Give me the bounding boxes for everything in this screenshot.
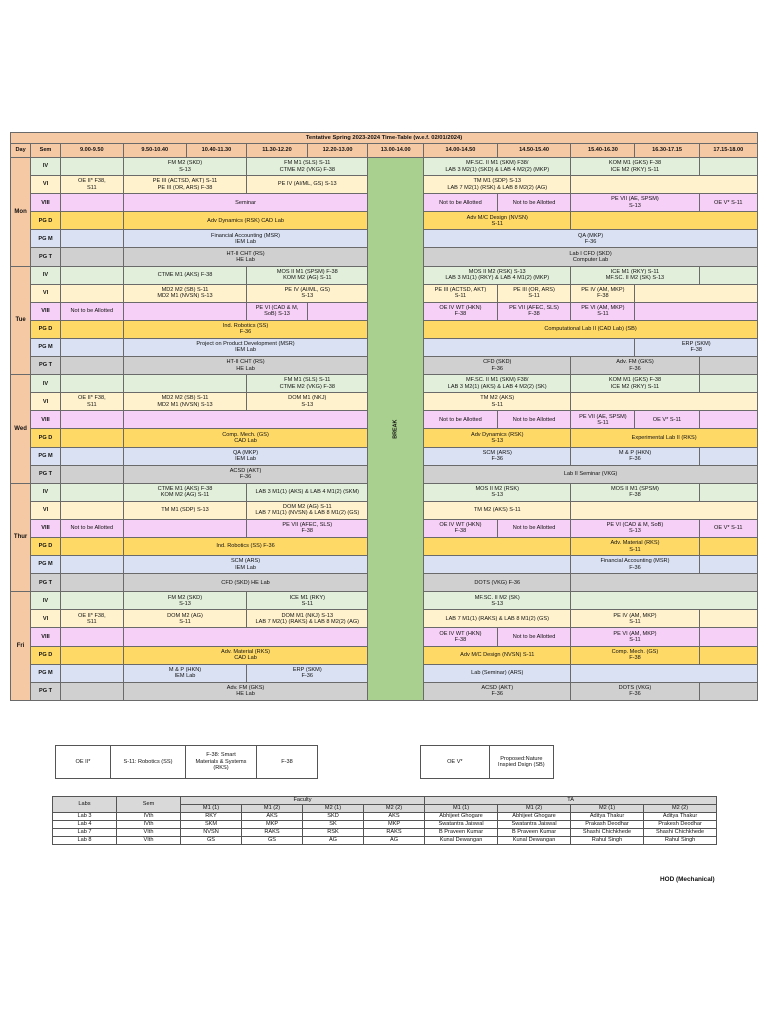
labs-subheader: M2 (2) xyxy=(364,805,425,813)
timetable-cell xyxy=(635,302,758,320)
timetable-cell: Ind. Robotics (SS) F-36 xyxy=(123,537,368,555)
timetable-cell xyxy=(699,375,757,393)
timetable-cell: OE IV WT (HKN) F-38 xyxy=(424,302,498,320)
timetable-cell: ERP (SKM) F-38 xyxy=(635,338,758,356)
timetable-cell: PE VI (CAD & M, SoB) S-13 xyxy=(571,519,699,537)
timetable-cell xyxy=(424,556,571,574)
timetable-cell: TM M1 (SDP) S-13 LAB 7 M2(1) (RSK) & LAB 8 M2(2) (AG) xyxy=(424,176,571,194)
timetable-cell: MF.SC. II M1 (SKM) F38/ LAB 3 M2(1) (SKD) & LAB 4 M2(2) (MKP) xyxy=(424,158,571,176)
labs-row xyxy=(53,829,717,837)
labs-row xyxy=(53,821,717,829)
labs-cell: SK xyxy=(303,821,364,829)
timetable-cell: M & P (HKN) IEM Lab xyxy=(123,664,246,682)
sem-label: PG T xyxy=(31,248,61,266)
timetable-cell: MD2 M2 (SB) S-11 MD2 M1 (NVSN) S-13 xyxy=(123,284,246,302)
timetable-cell: LAB 7 M1(1) (RAKS) & LAB 8 M1(2) (GS) xyxy=(424,610,571,628)
timetable-cell: SCM (ARS) IEM Lab xyxy=(123,556,368,574)
labs-subheader: M2 (1) xyxy=(571,805,644,813)
sem-label: PG M xyxy=(31,230,61,248)
timetable-cell: ERP (SKM) F-36 xyxy=(247,664,368,682)
labs-cell: Lab 7 xyxy=(53,829,117,837)
timetable-cell: PE VII (AFEC, SLS) F-38 xyxy=(247,519,368,537)
timetable-cell: Not to be Allotted xyxy=(497,628,571,646)
timetable-cell xyxy=(60,465,123,483)
timetable-cell: Not to be Allotted xyxy=(424,411,498,429)
timetable-cell: PE VII (AE, SPSM) S-13 xyxy=(571,194,699,212)
labs-cell: Swatantra Jaiswal xyxy=(498,821,571,829)
legend-cell: Proposed:Nature Inspied Dsign (SB) xyxy=(489,746,553,779)
timetable-cell: MF.SC. II M1 (SKM) F38/ LAB 3 M2(1) (AKS) & LAB 4 M2(2) (SK) xyxy=(424,375,571,393)
timetable-cell xyxy=(635,284,758,302)
sem-label: IV xyxy=(31,266,61,284)
labs-cell: VIth xyxy=(117,829,181,837)
labs-cell: IVth xyxy=(117,813,181,821)
timetable-cell xyxy=(60,338,123,356)
sem-label: PG D xyxy=(31,537,61,555)
timetable-cell xyxy=(60,537,123,555)
legend-cell: S-11: Robotics (SS) xyxy=(111,746,186,779)
timetable-cell: Financial Accounting (MSR) IEM Lab xyxy=(123,230,368,248)
sem-label: VIII xyxy=(31,302,61,320)
timetable-cell xyxy=(571,664,758,682)
timetable-cell: Not to be Allotted xyxy=(60,302,123,320)
timetable-cell xyxy=(424,537,571,555)
timetable-cell: DOM M1 (NKJ) S-13 xyxy=(247,393,368,411)
timetable-cell: Adv Dynamics (RSK) S-13 xyxy=(424,429,571,447)
column-header: 16.30-17.15 xyxy=(635,144,699,158)
column-header: 13.00-14.00 xyxy=(368,144,424,158)
timetable-cell: KOM M1 (GKS) F-38 ICE M2 (RKY) S-11 xyxy=(571,158,699,176)
column-header: Day xyxy=(11,144,31,158)
timetable-cell xyxy=(60,447,123,465)
legend-oe5 xyxy=(420,745,554,779)
labs-subheader: M1 (1) xyxy=(425,805,498,813)
legend-cell: F-38: Smart Materials & Systems (RKS) xyxy=(186,746,257,779)
sem-label: PG D xyxy=(31,646,61,664)
labs-cell: Aditya Thakur xyxy=(571,813,644,821)
timetable-cell: FM M2 (SKD) S-13 xyxy=(123,592,246,610)
sem-label: VIII xyxy=(31,194,61,212)
timetable-cell: Not to be Allotted xyxy=(497,194,571,212)
timetable-cell: PE VI (CAD & M, SoB) S-13 xyxy=(247,302,308,320)
labs-cell: B Praveen Kumar xyxy=(498,829,571,837)
timetable-cell xyxy=(60,574,123,592)
timetable-cell xyxy=(60,682,123,700)
timetable-cell: Project on Product Development (MSR) IEM Lab xyxy=(123,338,368,356)
labs-cell: RAKS xyxy=(364,829,425,837)
timetable-cell: MOS II M1 (SPSM) F-38 KOM M2 (AG) S-11 xyxy=(247,266,368,284)
timetable xyxy=(10,132,758,701)
sem-label: PG T xyxy=(31,465,61,483)
timetable-cell: Not to be Allotted xyxy=(424,194,498,212)
labs-header: Faculty xyxy=(181,797,425,805)
timetable-cell xyxy=(699,610,757,628)
timetable-cell xyxy=(699,266,757,284)
labs-cell: NVSN xyxy=(181,829,242,837)
column-header: 9.50-10.40 xyxy=(123,144,186,158)
labs-cell: Kunal Dewangan xyxy=(498,837,571,845)
timetable-cell xyxy=(60,320,123,338)
timetable-cell xyxy=(60,194,123,212)
title-row xyxy=(11,133,758,144)
labs-table xyxy=(52,796,717,845)
column-header: 14.50-15.40 xyxy=(497,144,571,158)
timetable-cell xyxy=(60,158,123,176)
timetable-cell xyxy=(60,357,123,375)
timetable-cell xyxy=(60,230,123,248)
timetable-cell: OE V* S-11 xyxy=(699,519,757,537)
column-header: Sem xyxy=(31,144,61,158)
timetable-cell xyxy=(571,212,758,230)
hod-signature-label: HOD (Mechanical) xyxy=(660,876,715,883)
break-label: BREAK xyxy=(392,419,399,439)
labs-cell: Abhijeet Ghogare xyxy=(498,813,571,821)
timetable-cell xyxy=(571,501,758,519)
timetable-cell xyxy=(123,302,246,320)
sem-label: PG M xyxy=(31,447,61,465)
break-column xyxy=(368,158,424,701)
timetable-cell xyxy=(699,447,757,465)
labs-cell: VIth xyxy=(117,837,181,845)
timetable-cell xyxy=(424,338,635,356)
timetable-cell: CTME M1 (AKS) F-38 KOM M2 (AG) S-11 xyxy=(123,483,246,501)
day-label: Wed xyxy=(11,375,31,484)
column-header: 17.15-18.00 xyxy=(699,144,757,158)
sem-label: VIII xyxy=(31,519,61,537)
timetable-cell xyxy=(571,176,758,194)
timetable-cell: LAB 3 M1(1) (AKS) & LAB 4 M1(2) (SKM) xyxy=(247,483,368,501)
timetable-cell: Computational Lab II (CAD Lab) (SB) xyxy=(424,320,758,338)
timetable-cell xyxy=(60,284,123,302)
timetable-cell: Experimental Lab II (RKS) xyxy=(571,429,758,447)
timetable-cell: CFD (SKD) F-36 xyxy=(424,357,571,375)
column-header: 12.20-13.00 xyxy=(307,144,368,158)
timetable-cell: MF.SC. II M2 (SK) S-13 xyxy=(424,592,571,610)
timetable-cell xyxy=(60,248,123,266)
labs-cell: IVth xyxy=(117,821,181,829)
legend-cell: OE II* xyxy=(56,746,111,779)
labs-row xyxy=(53,813,717,821)
header-row xyxy=(11,144,758,158)
sem-label: VI xyxy=(31,176,61,194)
timetable-cell: Financial Accounting (MSR) F-36 xyxy=(571,556,699,574)
sem-label: IV xyxy=(31,483,61,501)
timetable-cell: OE IV WT (HKN) F-38 xyxy=(424,628,498,646)
timetable-cell: MOS II M2 (RSK) S-13 xyxy=(424,483,571,501)
page-title: Tentative Spring 2023-2024 Time-Table (w.e.f. 02/01/2024) xyxy=(11,133,758,144)
timetable-cell xyxy=(60,556,123,574)
timetable-cell xyxy=(60,592,123,610)
sem-label: PG M xyxy=(31,338,61,356)
timetable-cell: OE V* S-11 xyxy=(699,194,757,212)
labs-cell: B Praveen Kumar xyxy=(425,829,498,837)
timetable-cell: FM M2 (SKD) S-13 xyxy=(123,158,246,176)
labs-subheader: M1 (1) xyxy=(181,805,242,813)
sem-label: IV xyxy=(31,592,61,610)
sem-label: VI xyxy=(31,393,61,411)
column-header: 10.40-11.30 xyxy=(186,144,247,158)
timetable-cell: Lab II Seminar (VKG) xyxy=(424,465,758,483)
timetable-cell: PE IV (AM, MKP) F-38 xyxy=(571,284,635,302)
timetable-cell xyxy=(699,682,757,700)
timetable-cell: HT-II CHT (RS) HE Lab xyxy=(123,357,368,375)
timetable-cell xyxy=(699,537,757,555)
timetable-cell: PE IV (AI/ML, GS) S-13 xyxy=(247,176,368,194)
labs-cell: GS xyxy=(181,837,242,845)
timetable-cell: OE V* S-11 xyxy=(635,411,699,429)
timetable-cell: Adv M/C Design (NVSN) S-11 xyxy=(424,212,571,230)
sem-label: PG D xyxy=(31,429,61,447)
timetable-cell xyxy=(123,628,368,646)
timetable-cell: PE VI (AM, MKP) S-11 xyxy=(571,302,635,320)
labs-row xyxy=(53,837,717,845)
timetable-cell xyxy=(571,592,758,610)
sem-label: PG T xyxy=(31,574,61,592)
sem-label: IV xyxy=(31,158,61,176)
timetable-cell: Adv. Material (RKS) CAD Lab xyxy=(123,646,368,664)
timetable-cell: Adv. Material (RKS) S-11 xyxy=(571,537,699,555)
labs-cell: RAKS xyxy=(242,829,303,837)
day-label: Mon xyxy=(11,158,31,267)
timetable-cell xyxy=(60,429,123,447)
timetable-cell: DOM M2 (AG) S-11 LAB 7 M1(1) (NVSN) & LAB 8 M1(2) (GS) xyxy=(247,501,368,519)
timetable-cell: Comp. Mech. (GS) F-38 xyxy=(571,646,699,664)
timetable-cell: ACSD (AKT) F-36 xyxy=(123,465,368,483)
labs-subheader: M2 (1) xyxy=(303,805,364,813)
timetable-cell xyxy=(571,574,758,592)
timetable-cell: SCM (ARS) F-36 xyxy=(424,447,571,465)
timetable-cell xyxy=(60,664,123,682)
labs-cell: GS xyxy=(242,837,303,845)
timetable-cell xyxy=(123,411,368,429)
timetable-cell xyxy=(699,628,757,646)
timetable-cell: PE VII (AE, SPSM) S-11 xyxy=(571,411,635,429)
timetable-cell xyxy=(60,628,123,646)
legend-cell: F-38 xyxy=(257,746,318,779)
sem-label: VIII xyxy=(31,628,61,646)
timetable-cell xyxy=(699,483,757,501)
labs-cell: AKS xyxy=(364,813,425,821)
timetable-cell: PE III (ACTSD, AKT) S-11 xyxy=(424,284,498,302)
timetable-cell: MOS II M1 (SPSM) F-38 xyxy=(571,483,699,501)
sem-label: VIII xyxy=(31,411,61,429)
timetable-cell: Not to be Allotted xyxy=(497,411,571,429)
labs-cell: Prakesh Deodhar xyxy=(644,821,717,829)
timetable-cell: Adv. FM (GKS) HE Lab xyxy=(123,682,368,700)
timetable-cell: DOM M1 (NKJ) S-13 LAB 7 M2(1) (RAKS) & LAB 8 M2(2) (AG) xyxy=(247,610,368,628)
timetable-cell: PE IV (AI/ML, GS) S-13 xyxy=(247,284,368,302)
timetable-cell xyxy=(60,375,123,393)
timetable-cell: OE II* F38, S11 xyxy=(60,393,123,411)
timetable-cell: TM M1 (SDP) S-13 xyxy=(123,501,246,519)
timetable-cell: ICE M1 (RKY) S-11 xyxy=(247,592,368,610)
sem-label: PG D xyxy=(31,320,61,338)
timetable-cell xyxy=(60,411,123,429)
day-label: Tue xyxy=(11,266,31,375)
sem-label: VI xyxy=(31,610,61,628)
timetable-cell: Ind. Robotics (SS) F-36 xyxy=(123,320,368,338)
timetable-cell: OE II* F38, S11 xyxy=(60,610,123,628)
timetable-cell xyxy=(60,483,123,501)
day-label: Thur xyxy=(11,483,31,592)
labs-cell: MKP xyxy=(242,821,303,829)
timetable-cell: FM M1 (SLS) S-11 CTME M2 (VKG) F-38 xyxy=(247,158,368,176)
timetable-cell: FM M1 (SLS) S-11 CTME M2 (VKG) F-38 xyxy=(247,375,368,393)
timetable-cell: QA (MKP) IEM Lab xyxy=(123,447,368,465)
timetable-cell: KOM M1 (GKS) F-38 ICE M2 (RKY) S-11 xyxy=(571,375,699,393)
timetable-cell xyxy=(123,375,246,393)
labs-cell: Abhijeet Ghogare xyxy=(425,813,498,821)
column-header: 14.00-14.50 xyxy=(424,144,498,158)
labs-cell: Aditya Thakur xyxy=(644,813,717,821)
timetable-cell: PE VII (AFEC, SLS) F-38 xyxy=(497,302,571,320)
timetable-cell: Adv Dynamics (RSK) CAD Lab xyxy=(123,212,368,230)
timetable-cell xyxy=(60,212,123,230)
timetable-cell: CTME M1 (AKS) F-38 xyxy=(123,266,246,284)
timetable-cell: ACSD (AKT) F-36 xyxy=(424,682,571,700)
timetable-cell: DOTS (VKG) F-36 xyxy=(424,574,571,592)
sem-label: VI xyxy=(31,284,61,302)
timetable-cell: QA (MKP) F-36 xyxy=(424,230,758,248)
timetable-cell xyxy=(699,411,757,429)
timetable-cell xyxy=(571,393,758,411)
column-header: 11.30-12.20 xyxy=(247,144,308,158)
timetable-cell: ICE M1 (RKY) S-11 MF.SC. II M2 (SK) S-13 xyxy=(571,266,699,284)
timetable-cell: Not to be Allotted xyxy=(60,519,123,537)
labs-cell: Swatantra Jaiswal xyxy=(425,821,498,829)
timetable-cell xyxy=(307,302,368,320)
labs-subheader: M1 (2) xyxy=(498,805,571,813)
labs-cell: AKS xyxy=(242,813,303,821)
timetable-cell xyxy=(699,357,757,375)
timetable-cell xyxy=(60,266,123,284)
timetable-cell: TM M2 (AKS) S-11 xyxy=(424,393,571,411)
timetable-cell xyxy=(699,556,757,574)
timetable-cell: PE VI (AM, MKP) S-11 xyxy=(571,628,699,646)
timetable-cell: DOTS (VKG) F-36 xyxy=(571,682,699,700)
sem-label: PG M xyxy=(31,664,61,682)
timetable-cell: PE IV (AM, MKP) S-11 xyxy=(571,610,699,628)
legend-oe2 xyxy=(55,745,318,779)
labs-cell: Shashi Chichkhede xyxy=(571,829,644,837)
timetable-cell: HT-II CHT (RS) HE Lab xyxy=(123,248,368,266)
column-header: 9.00-9.50 xyxy=(60,144,123,158)
timetable-cell: M & P (HKN) F-36 xyxy=(571,447,699,465)
labs-cell: Rahul Singh xyxy=(644,837,717,845)
timetable-cell: OE II* F38, S11 xyxy=(60,176,123,194)
sem-label: PG T xyxy=(31,357,61,375)
labs-cell: Lab 8 xyxy=(53,837,117,845)
timetable-cell xyxy=(60,501,123,519)
timetable-cell: MOS II M2 (RSK) S-13 LAB 3 M1(1) (RKY) & LAB 4 M1(2) (MKP) xyxy=(424,266,571,284)
timetable-cell xyxy=(123,519,246,537)
timetable-cell: CFD (SKD) HE Lab xyxy=(123,574,368,592)
labs-cell: Kunal Dewangan xyxy=(425,837,498,845)
labs-cell: SKM xyxy=(181,821,242,829)
timetable-cell: Comp. Mech. (GS) CAD Lab xyxy=(123,429,368,447)
labs-cell: Rahul Singh xyxy=(571,837,644,845)
timetable-cell: Adv M/C Design (NVSN) S-11 xyxy=(424,646,571,664)
sem-label: PG T xyxy=(31,682,61,700)
day-label: Fri xyxy=(11,592,31,701)
labs-header: TA xyxy=(425,797,717,805)
labs-cell: Prakash Deodhar xyxy=(571,821,644,829)
timetable-row xyxy=(11,158,758,176)
sem-label: IV xyxy=(31,375,61,393)
column-header: 15.40-16.30 xyxy=(571,144,635,158)
timetable-cell: Seminar xyxy=(123,194,368,212)
timetable-cell: OE IV WT (HKN) F-38 xyxy=(424,519,498,537)
timetable-cell: MD2 M2 (SB) S-11 MD2 M1 (NVSN) S-13 xyxy=(123,393,246,411)
labs-cell: MKP xyxy=(364,821,425,829)
timetable-cell: Not to be Allotted xyxy=(497,519,571,537)
labs-subheader: M1 (2) xyxy=(242,805,303,813)
labs-cell: Lab 4 xyxy=(53,821,117,829)
timetable-cell: TM M2 (AKS) S-11 xyxy=(424,501,571,519)
timetable-cell: Adv. FM (GKS) F-36 xyxy=(571,357,699,375)
labs-cell: Shashi Chichkhede xyxy=(644,829,717,837)
legend-cell: OE V* xyxy=(421,746,490,779)
sem-label: PG M xyxy=(31,556,61,574)
labs-cell: AG xyxy=(364,837,425,845)
sem-label: VI xyxy=(31,501,61,519)
timetable-cell xyxy=(699,646,757,664)
labs-header: Sem xyxy=(117,797,181,813)
timetable-cell: DOM M2 (AG) S-11 xyxy=(123,610,246,628)
labs-header: Labs xyxy=(53,797,117,813)
timetable-cell: Lab I CFD (SKD) Computer Lab xyxy=(424,248,758,266)
timetable-cell: Lab (Seminar) (ARS) xyxy=(424,664,571,682)
timetable-cell: PE III (ACTSD, AKT) S-11 PE III (OR, ARS) F-38 xyxy=(123,176,246,194)
labs-subheader: M2 (2) xyxy=(644,805,717,813)
timetable-cell: PE III (OR, ARS) S-11 xyxy=(497,284,571,302)
labs-cell: RSK xyxy=(303,829,364,837)
labs-cell: RKY xyxy=(181,813,242,821)
labs-cell: AG xyxy=(303,837,364,845)
timetable-cell xyxy=(699,158,757,176)
timetable-cell xyxy=(60,646,123,664)
labs-cell: SKD xyxy=(303,813,364,821)
sem-label: PG D xyxy=(31,212,61,230)
labs-cell: Lab 3 xyxy=(53,813,117,821)
